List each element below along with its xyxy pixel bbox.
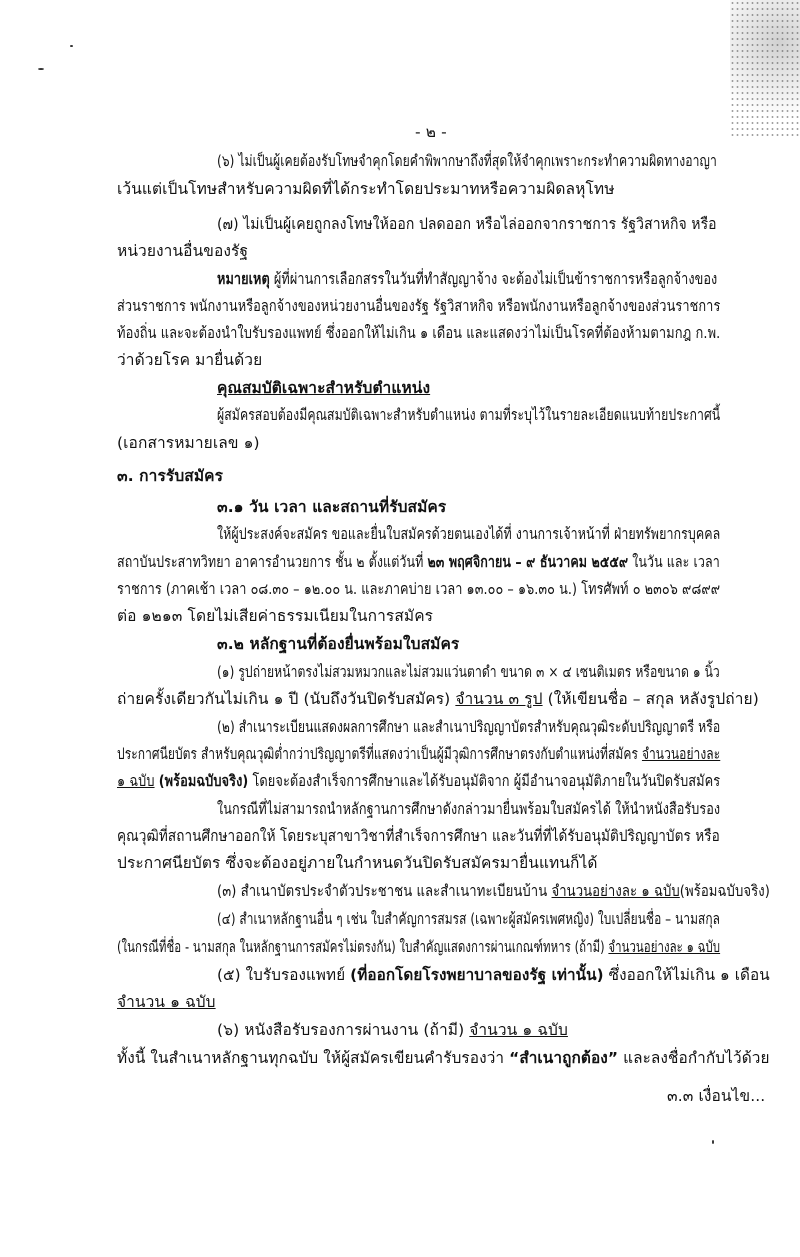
text-line (117, 551, 720, 573)
text-line (217, 377, 430, 399)
text-segment: (๓) สำเนาบัตรประจำตัวประชาชน และสำเนาทะเบียนบ้าน (217, 882, 552, 900)
text-segment: ประกาศนียบัตร ซึ่งจะต้องอยู่ภายในกำหนดวันปิดรับสมัครมายื่นแทนก็ได้ (117, 854, 598, 872)
text-segment: เว้นแต่เป็นโทษสำหรับความผิดที่ได้กระทำโดยประมาทหรือความผิดลหุโทษ (117, 180, 615, 198)
text-line (217, 150, 717, 172)
text-segment: (ในกรณีที่ชื่อ - นามสกุล ในหลักฐานการสมัครไม่ตรงกัน) ใบสำคัญแสดงการผ่านเกณฑ์ทหาร (ถ้ามี) (117, 938, 609, 956)
text-line (217, 964, 770, 986)
text-segment: ถ่ายครั้งเดียวกันไม่เกิน ๑ ปี (นับถึงวันปิดรับสมัคร) (117, 690, 456, 708)
text-segment: คุณวุฒิที่สถานศึกษาออกให้ โดยระบุสาขาวิชาที่สำเร็จการศึกษา และวันที่ที่ได้รับอนุมัติปริญญาบัตร หรือ (117, 827, 720, 845)
text-segment: ส่วนราชการ พนักงานหรือลูกจ้างของหน่วยงานอื่นของรัฐ รัฐวิสาหกิจ หรือพนักงานหรือลูกจ้างของส่วนราชการ (117, 297, 721, 315)
text-segment: (ที่ออกโดยโรงพยาบาลของรัฐ เท่านั้น) (350, 966, 604, 984)
text-segment: ๑ ฉบับ (117, 772, 155, 790)
text-segment: ๒๓ พฤศจิกายน – ๙ ธันวาคม ๒๕๕๙ (427, 553, 629, 571)
text-segment: ทั้งนี้ ในสำเนาหลักฐานทุกฉบับ ให้ผู้สมัครเขียนคำรับรองว่า (117, 1049, 510, 1067)
text-line (117, 578, 720, 600)
text-segment: ๓.๑ วัน เวลา และสถานที่รับสมัคร (217, 498, 447, 516)
text-segment: คุณสมบัติเฉพาะสำหรับตำแหน่ง (217, 379, 431, 397)
text-line (117, 322, 720, 344)
text-segment: ในกรณีที่ไม่สามารถนำหลักฐานการศึกษาดังกล่าวมายื่นพร้อมใบสมัครได้ ให้นำหนังสือรับรอง (217, 800, 721, 818)
text-line (117, 605, 433, 627)
text-line (117, 178, 615, 200)
text-segment: จำนวน ๓ รูป (455, 690, 543, 708)
text-line (117, 743, 720, 765)
text-line (117, 852, 598, 874)
text-line (117, 825, 720, 847)
text-segment: (๑) รูปถ่ายหน้าตรงไม่สวมหมวกและไม่สวมแว่นตาดำ ขนาด ๓ × ๔ เซนติเมตร หรือขนาด ๑ นิ้ว (217, 663, 720, 681)
text-line (117, 936, 720, 958)
text-segment: (เอกสารหมายเลข ๑) (117, 434, 260, 452)
text-segment: จำนวน ๑ ฉบับ (117, 993, 216, 1011)
text-line (217, 908, 720, 930)
text-segment: (พร้อมฉบับจริง) (679, 882, 770, 900)
text-line (667, 1085, 765, 1107)
text-segment: ๓. การรับสมัคร (117, 467, 224, 485)
scan-speck (38, 68, 44, 70)
text-line (217, 523, 720, 545)
text-segment: (ให้เขียนชื่อ – สกุล หลังรูปถ่าย) (542, 690, 759, 708)
text-line (217, 268, 717, 290)
text-segment: (๕) ใบรับรองแพทย์ (217, 966, 351, 984)
scan-speck (712, 1140, 714, 1144)
text-line (117, 349, 262, 371)
text-segment: หมายเหตุ (217, 270, 270, 288)
text-segment: จำนวนอย่างละ ๑ ฉบับ (608, 938, 721, 956)
text-segment: (๖) ไม่เป็นผู้เคยต้องรับโทษจำคุกโดยคำพิพากษาถึงที่สุดให้จำคุกเพราะกระทำความผิดทางอาญา (217, 152, 717, 170)
text-segment: ๓.๒ หลักฐานที่ต้องยื่นพร้อมใบสมัคร (217, 635, 460, 653)
text-segment: (๒) สำเนาระเบียนแสดงผลการศึกษา และสำเนาปริญญาบัตรสำหรับคุณวุฒิระดับปริญญาตรี หรือ (217, 718, 721, 736)
text-line (117, 295, 720, 317)
text-segment: หน่วยงานอื่นของรัฐ (117, 242, 249, 260)
text-segment: (๔) สำเนาหลักฐานอื่น ๆ เช่น ใบสำคัญการสมรส (เฉพาะผู้สมัครเพศหญิง) ใบเปลี่ยนชื่อ – นามสกุล (217, 910, 721, 928)
text-line (217, 213, 717, 235)
text-line (117, 688, 759, 710)
text-segment: ให้ผู้ประสงค์จะสมัคร ขอและยื่นใบสมัครด้วยตนเองได้ที่ งานการเจ้าหน้าที่ ฝ่ายทรัพยากรบุคคล (217, 525, 721, 543)
text-segment: จำนวน ๑ ฉบับ (469, 1021, 568, 1039)
scan-noise (730, 0, 800, 140)
text-line (117, 465, 223, 487)
text-line (117, 770, 720, 792)
text-line (117, 240, 248, 262)
text-segment: สถาบันประสาทวิทยา อาคารอำนวยการ ชั้น ๒ ตั้งแต่วันที่ (117, 553, 428, 571)
scan-speck (70, 45, 73, 47)
text-segment: ว่าด้วยโรค มายื่นด้วย (117, 351, 263, 369)
text-line (217, 880, 770, 902)
text-segment: ราชการ (ภาคเช้า เวลา ๐๘.๓๐ – ๑๒.๐๐ น. และภาคบ่าย เวลา ๑๓.๐๐ – ๑๖.๓๐ น.) โทรศัพท์ ๐ ๒๓๐๖ ๙๘๙๙ (117, 580, 721, 598)
text-segment: (พร้อมฉบับจริง) (158, 772, 249, 790)
text-segment: ประกาศนียบัตร สำหรับคุณวุฒิต่ำกว่าปริญญาตรีที่แสดงว่าเป็นผู้มีวุฒิการศึกษาตรงกับตำแหน่งที่สมัคร (117, 745, 642, 763)
text-segment: และลงชื่อกำกับไว้ด้วย (618, 1049, 770, 1067)
text-line (217, 633, 459, 655)
text-line (217, 716, 720, 738)
text-line (217, 404, 720, 426)
text-segment: จำนวนอย่างละ (641, 745, 721, 763)
text-segment: จำนวนอย่างละ ๑ ฉบับ (551, 882, 680, 900)
text-segment: ผู้สมัครสอบต้องมีคุณสมบัติเฉพาะสำหรับตำแหน่ง ตามที่ระบุไว้ในรายละเอียดแนบท้ายประกาศนี้ (217, 406, 721, 424)
text-segment: ผู้ที่ผ่านการเลือกสรรในวันที่ทำสัญญาจ้าง จะต้องไม่เป็นข้าราชการหรือลูกจ้างของ (269, 270, 718, 288)
text-line (217, 496, 446, 518)
text-line (117, 432, 260, 454)
text-segment: ท้องถิ่น และจะต้องนำใบรับรองแพทย์ ซึ่งออกให้ไม่เกิน ๑ เดือน และแสดงว่าไม่เป็นโรคที่ต้องห้ามตามกฎ ก.พ. (117, 324, 721, 342)
text-segment: โดยจะต้องสำเร็จการศึกษาและได้รับอนุมัติจาก ผู้มีอำนาจอนุมัติภายในวันปิดรับสมัคร (248, 772, 721, 790)
page-number: - ๒ - (415, 123, 447, 141)
text-line (117, 1047, 770, 1069)
text-segment: ๓.๓ เงื่อนไข... (667, 1087, 766, 1105)
text-line (117, 991, 216, 1013)
text-line (217, 1019, 568, 1041)
text-segment: ซึ่งออกให้ไม่เกิน ๑ เดือน (603, 966, 770, 984)
text-segment: (๖) หนังสือรับรองการผ่านงาน (ถ้ามี) (217, 1021, 470, 1039)
text-line (217, 661, 720, 683)
text-segment: (๗) ไม่เป็นผู้เคยถูกลงโทษให้ออก ปลดออก หรือไล่ออกจากราชการ รัฐวิสาหกิจ หรือ (217, 215, 717, 233)
text-line (217, 798, 720, 820)
text-segment: ต่อ ๑๒๑๓ โดยไม่เสียค่าธรรมเนียมในการสมัคร (117, 607, 434, 625)
text-segment: “สำเนาถูกต้อง” (509, 1049, 619, 1067)
text-segment: ในวัน และ เวลา (628, 553, 720, 571)
